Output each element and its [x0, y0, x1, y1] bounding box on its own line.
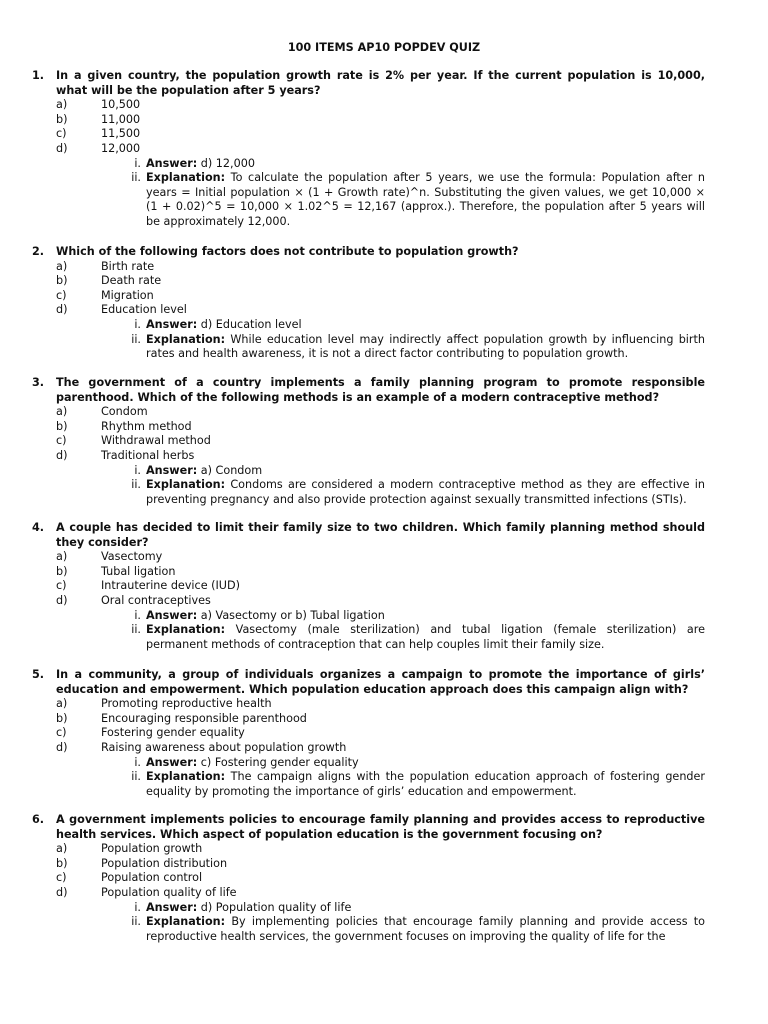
- explanation-line: [131, 623, 705, 652]
- roman-numeral: i.: [134, 317, 141, 331]
- question-number: 5.: [32, 668, 45, 681]
- option-item: [56, 871, 705, 886]
- detail-body: [146, 756, 705, 771]
- question-item: [32, 668, 705, 799]
- question-text: [32, 521, 705, 550]
- explanation-label: Explanation:: [146, 478, 226, 492]
- explanation-text: Condoms are considered a modern contraceptive method as they are effective in preventing pregnancy and also provide protection against sexually transmitted infections (STIs).: [146, 478, 705, 506]
- option-item: [56, 98, 705, 113]
- question-item: [32, 69, 705, 230]
- answer-label: Answer:: [146, 317, 198, 331]
- option-item: [56, 712, 705, 727]
- answer-value: d) Education level: [200, 317, 302, 331]
- answer-line: [134, 900, 705, 916]
- option-letter: b): [56, 711, 68, 725]
- roman-numeral: i.: [134, 156, 141, 170]
- explanation-line: [131, 171, 705, 229]
- question-stem: The government of a country implements a family planning program to promote responsible parenthood. Which of the following methods is an example of a modern contraceptive method?: [56, 376, 705, 404]
- question-item: [32, 813, 705, 944]
- detail-body: [146, 770, 705, 799]
- question-text: [32, 668, 705, 697]
- option-text: Death rate: [101, 274, 162, 288]
- answer-value: d) 12,000: [200, 156, 255, 170]
- option-item: [56, 594, 705, 609]
- question-item: [32, 245, 705, 362]
- option-text: Vasectomy: [101, 550, 163, 564]
- option-letter: c): [56, 288, 67, 302]
- option-letter: d): [56, 141, 68, 155]
- option-text: Withdrawal method: [101, 434, 211, 448]
- option-letter: c): [56, 726, 67, 740]
- option-letter: c): [56, 871, 67, 885]
- option-item: [56, 420, 705, 435]
- answer-details: [32, 609, 705, 653]
- explanation-text: While education level may indirectly affect population growth by influencing birth rates and health awareness, it is not a direct factor contributing to population growth.: [146, 332, 705, 361]
- question-stem: A government implements policies to encourage family planning and provides access to reproductive health services. Which aspect of population education is the government focusing on?: [56, 813, 705, 841]
- question-number: 2.: [32, 245, 45, 258]
- roman-numeral: ii.: [131, 332, 141, 346]
- answer-value: c) Fostering gender equality: [200, 755, 359, 769]
- option-list: [32, 550, 705, 608]
- option-text: Raising awareness about population growth: [101, 740, 347, 754]
- option-text: Fostering gender equality: [101, 726, 245, 740]
- detail-body: [146, 609, 705, 624]
- option-letter: d): [56, 303, 68, 317]
- option-list: [32, 98, 705, 156]
- answer-line: [134, 755, 705, 771]
- option-letter: a): [56, 259, 68, 273]
- option-item: [56, 579, 705, 594]
- option-text: 12,000: [101, 141, 141, 155]
- option-item: [56, 434, 705, 449]
- option-item: [56, 565, 705, 580]
- option-letter: d): [56, 740, 68, 754]
- roman-numeral: i.: [134, 755, 141, 769]
- option-item: [56, 857, 705, 872]
- explanation-text: Vasectomy (male sterilization) and tubal ligation (female sterilization) are permanent methods of contraception that can help couples limit their family size.: [146, 623, 705, 651]
- detail-body: [146, 157, 705, 172]
- answer-details: [32, 756, 705, 800]
- question-number: 1.: [32, 69, 45, 82]
- answer-line: [134, 608, 705, 624]
- option-text: 10,500: [101, 98, 141, 112]
- roman-numeral: ii.: [131, 478, 141, 492]
- option-letter: b): [56, 274, 68, 288]
- option-letter: b): [56, 112, 68, 126]
- explanation-line: [131, 478, 705, 507]
- answer-value: a) Condom: [200, 463, 263, 477]
- answer-label: Answer:: [146, 900, 198, 914]
- answer-details: [32, 318, 705, 362]
- option-item: [56, 842, 705, 857]
- option-item: [56, 697, 705, 712]
- option-letter: a): [56, 405, 68, 419]
- option-list: [32, 405, 705, 463]
- option-item: [56, 886, 705, 901]
- option-text: Population growth: [101, 842, 203, 856]
- explanation-line: [131, 770, 705, 799]
- question-number: 4.: [32, 521, 45, 534]
- option-text: Tubal ligation: [101, 564, 176, 578]
- option-list: [32, 260, 705, 318]
- option-letter: a): [56, 98, 68, 112]
- option-text: Rhythm method: [101, 419, 192, 433]
- option-text: Encouraging responsible parenthood: [101, 711, 307, 725]
- explanation-line: [131, 915, 705, 944]
- roman-numeral: ii.: [131, 915, 141, 929]
- option-text: Oral contraceptives: [101, 593, 211, 607]
- detail-body: [146, 171, 705, 229]
- option-item: [56, 303, 705, 318]
- option-letter: b): [56, 564, 68, 578]
- option-text: 11,000: [101, 112, 141, 126]
- option-list: [32, 697, 705, 755]
- option-item: [56, 741, 705, 756]
- option-letter: a): [56, 842, 68, 856]
- question-stem: Which of the following factors does not contribute to population growth?: [56, 245, 519, 258]
- option-text: Intrauterine device (IUD): [101, 579, 240, 593]
- detail-body: [146, 333, 705, 362]
- option-letter: c): [56, 579, 67, 593]
- page-title: 100 ITEMS AP10 POPDEV QUIZ: [287, 41, 481, 54]
- option-text: 11,500: [101, 127, 141, 141]
- option-item: [56, 550, 705, 565]
- option-letter: b): [56, 856, 68, 870]
- question-item: [32, 376, 705, 507]
- detail-body: [146, 901, 705, 916]
- option-item: [56, 142, 705, 157]
- answer-details: [32, 157, 705, 230]
- option-letter: c): [56, 127, 67, 141]
- question-text: [32, 245, 705, 260]
- explanation-label: Explanation:: [146, 623, 226, 637]
- option-text: Population control: [101, 871, 203, 885]
- option-item: [56, 726, 705, 741]
- explanation-label: Explanation:: [146, 171, 226, 185]
- explanation-label: Explanation:: [146, 770, 226, 784]
- option-letter: d): [56, 593, 68, 607]
- answer-label: Answer:: [146, 156, 198, 170]
- option-letter: b): [56, 419, 68, 433]
- roman-numeral: ii.: [131, 171, 141, 185]
- question-stem: A couple has decided to limit their family size to two children. Which family planning method should they consider?: [56, 521, 705, 549]
- answer-value: a) Vasectomy or b) Tubal ligation: [200, 608, 385, 622]
- option-text: Migration: [101, 288, 154, 302]
- option-text: Condom: [101, 405, 148, 419]
- answer-details: [32, 901, 705, 945]
- option-item: [56, 113, 705, 128]
- answer-label: Answer:: [146, 608, 198, 622]
- option-item: [56, 260, 705, 275]
- option-item: [56, 274, 705, 289]
- explanation-text: By implementing policies that encourage family planning and provide access to reproductive health services, the government focuses on improving the quality of life for the: [146, 915, 705, 943]
- detail-body: [146, 464, 705, 479]
- question-text: [32, 69, 705, 98]
- option-letter: a): [56, 550, 68, 564]
- answer-value: d) Population quality of life: [200, 900, 352, 914]
- question-item: [32, 521, 705, 652]
- option-letter: a): [56, 697, 68, 711]
- detail-body: [146, 478, 705, 507]
- explanation-label: Explanation:: [146, 915, 226, 929]
- answer-label: Answer:: [146, 755, 198, 769]
- explanation-label: Explanation:: [146, 332, 226, 346]
- roman-numeral: i.: [134, 608, 141, 622]
- explanation-text: To calculate the population after 5 years, we use the formula: Population after n years = Initial population × (1 + Growth rate)^n. Substituting the given values, we get 10,000 × (1 + 0.02)^5 = 10,000 × 1.02^5 = 12,167 (approx.). Therefore, the population after 5 years will be approximately 12,000.: [146, 171, 705, 228]
- detail-body: [146, 623, 705, 652]
- option-text: Population quality of life: [101, 885, 237, 899]
- option-item: [56, 127, 705, 142]
- roman-numeral: ii.: [131, 623, 141, 637]
- option-list: [32, 842, 705, 900]
- option-text: Population distribution: [101, 856, 228, 870]
- option-text: Traditional herbs: [101, 448, 195, 462]
- question-stem: In a community, a group of individuals organizes a campaign to promote the importance of girls’ education and empowerment. Which population education approach does this campaign align with?: [56, 668, 705, 696]
- roman-numeral: i.: [134, 900, 141, 914]
- option-item: [56, 289, 705, 304]
- question-stem: In a given country, the population growth rate is 2% per year. If the current population is 10,000, what will be the population after 5 years?: [56, 69, 705, 97]
- answer-label: Answer:: [146, 463, 198, 477]
- question-text: [32, 376, 705, 405]
- option-text: Promoting reproductive health: [101, 697, 272, 711]
- explanation-line: [131, 332, 705, 362]
- detail-body: [146, 915, 705, 944]
- question-number: 6.: [32, 813, 45, 826]
- detail-body: [146, 318, 705, 333]
- option-item: [56, 449, 705, 464]
- question-text: [32, 813, 705, 842]
- question-number: 3.: [32, 376, 45, 389]
- option-text: Education level: [101, 303, 187, 317]
- roman-numeral: ii.: [131, 770, 141, 784]
- option-letter: c): [56, 434, 67, 448]
- option-letter: d): [56, 885, 68, 899]
- answer-line: [134, 317, 705, 333]
- explanation-text: The campaign aligns with the population education approach of fostering gender equality by promoting the importance of girls’ education and empowerment.: [146, 770, 705, 798]
- answer-details: [32, 464, 705, 508]
- answer-line: [134, 156, 705, 172]
- roman-numeral: i.: [134, 463, 141, 477]
- option-letter: d): [56, 448, 68, 462]
- answer-line: [134, 463, 705, 479]
- option-text: Birth rate: [101, 259, 155, 273]
- option-item: [56, 405, 705, 420]
